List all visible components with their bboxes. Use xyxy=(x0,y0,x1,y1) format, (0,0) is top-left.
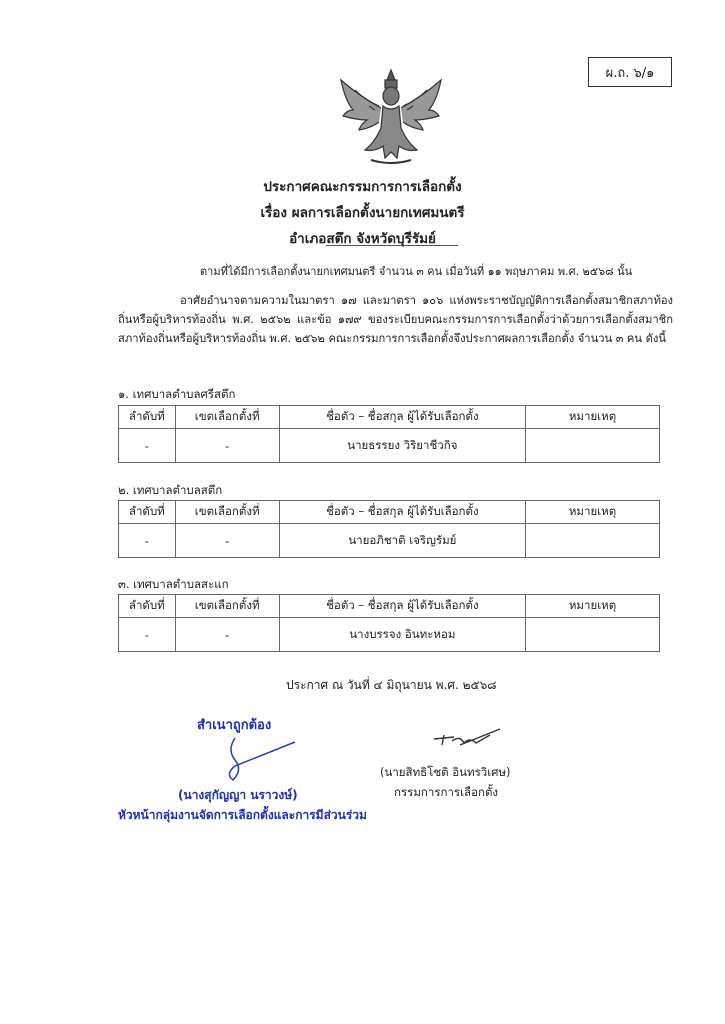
cell-order: - xyxy=(119,618,176,652)
cell-order: - xyxy=(119,524,176,558)
section-title: ๓. เทศบาลตำบลสะแก xyxy=(118,577,229,591)
cell-district: - xyxy=(175,524,279,558)
cell-remark xyxy=(526,524,660,558)
cell-remark xyxy=(526,429,660,463)
garuda-emblem-icon xyxy=(335,66,447,168)
certifier-position: หัวหน้ากลุ่มงานจัดการเลือกตั้งและการมีส่วนร่วม xyxy=(118,808,367,822)
certifier-name: (นางสุกัญญา นราวงษ์) xyxy=(178,788,298,802)
body-paragraph: อาศัยอำนาจตามความในมาตรา ๑๗ และมาตรา ๑๐๖ แห่งพระราชบัญญัติการเลือกตั้งสมาชิกสภาท้องถิ่นหรือผู้บริหารท้องถิ่น พ.ศ. ๒๕๖๒ และข้อ ๑๗๙ ของระเบียบคณะกรรมการการเลือกตั้งว่าด้วยการเลือกตั้งสมาชิกสภาท้องถิ่นหรือผู้บริหารท้องถิ่น พ.ศ. ๒๕๖๒ คณะกรรมการการเลือกตั้งจึงประกาศผลการเลือกตั้ง จำนวน ๓ คน ดังนี้ xyxy=(118,294,673,345)
col-remark-header: หมายเหตุ xyxy=(526,595,660,618)
announcement-date: ประกาศ ณ วันที่ ๔ มิถุนายน พ.ศ. ๒๕๖๘ xyxy=(286,678,497,692)
table-row xyxy=(119,524,660,558)
signatory-signature xyxy=(430,725,510,753)
announcement-header xyxy=(0,175,725,249)
signatory-position: กรรมการการเลือกตั้ง xyxy=(394,785,499,799)
cell-name: นายธรรยง วิริยาชีวกิจ xyxy=(279,429,525,463)
section-title: ๒. เทศบาลตำบลสตึก xyxy=(118,483,223,497)
section-title: ๑. เทศบาลตำบลศรีสตึก xyxy=(118,387,236,401)
form-code-box: ผ.ถ. ๖/๑ xyxy=(588,57,672,87)
cell-district: - xyxy=(175,429,279,463)
certifier-signature xyxy=(205,730,305,786)
header-line-2: เรื่อง ผลการเลือกตั้งนายกเทศมนตรี xyxy=(260,205,465,221)
table-row xyxy=(119,618,660,652)
signatory-name: (นายสิทธิโชติ อินทรวิเศษ) xyxy=(380,765,511,779)
table-row xyxy=(119,429,660,463)
cell-district: - xyxy=(175,618,279,652)
cell-order: - xyxy=(119,429,176,463)
col-order-header: ลำดับที่ xyxy=(119,595,176,618)
header-line-1: ประกาศคณะกรรมการการเลือกตั้ง xyxy=(263,179,462,195)
col-remark-header: หมายเหตุ xyxy=(526,501,660,524)
certified-stamp: สำเนาถูกต้อง xyxy=(197,718,272,733)
col-order-header: ลำดับที่ xyxy=(119,406,176,429)
col-district-header: เขตเลือกตั้งที่ xyxy=(175,595,279,618)
col-name-header: ชื่อตัว – ชื่อสกุล ผู้ได้รับเลือกตั้ง xyxy=(279,501,525,524)
cell-remark xyxy=(526,618,660,652)
col-order-header: ลำดับที่ xyxy=(119,501,176,524)
header-divider xyxy=(326,245,458,246)
col-remark-header: หมายเหตุ xyxy=(526,406,660,429)
intro-paragraph: ตามที่ได้มีการเลือกตั้งนายกเทศมนตรี จำนวน ๓ คน เมื่อวันที่ ๑๑ พฤษภาคม พ.ศ. ๒๕๖๘ นั้น xyxy=(200,265,633,278)
header-line-3: อำเภอสตึก จังหวัดบุรีรัมย์ xyxy=(289,231,436,247)
col-name-header: ชื่อตัว – ชื่อสกุล ผู้ได้รับเลือกตั้ง xyxy=(279,595,525,618)
col-name-header: ชื่อตัว – ชื่อสกุล ผู้ได้รับเลือกตั้ง xyxy=(279,406,525,429)
col-district-header: เขตเลือกตั้งที่ xyxy=(175,406,279,429)
col-district-header: เขตเลือกตั้งที่ xyxy=(175,501,279,524)
results-table-2 xyxy=(118,500,660,558)
results-table-3 xyxy=(118,594,660,652)
cell-name: นายอภิชาติ เจริญรัมย์ xyxy=(279,524,525,558)
results-table-1 xyxy=(118,405,660,463)
cell-name: นางบรรจง อินทะหอม xyxy=(279,618,525,652)
